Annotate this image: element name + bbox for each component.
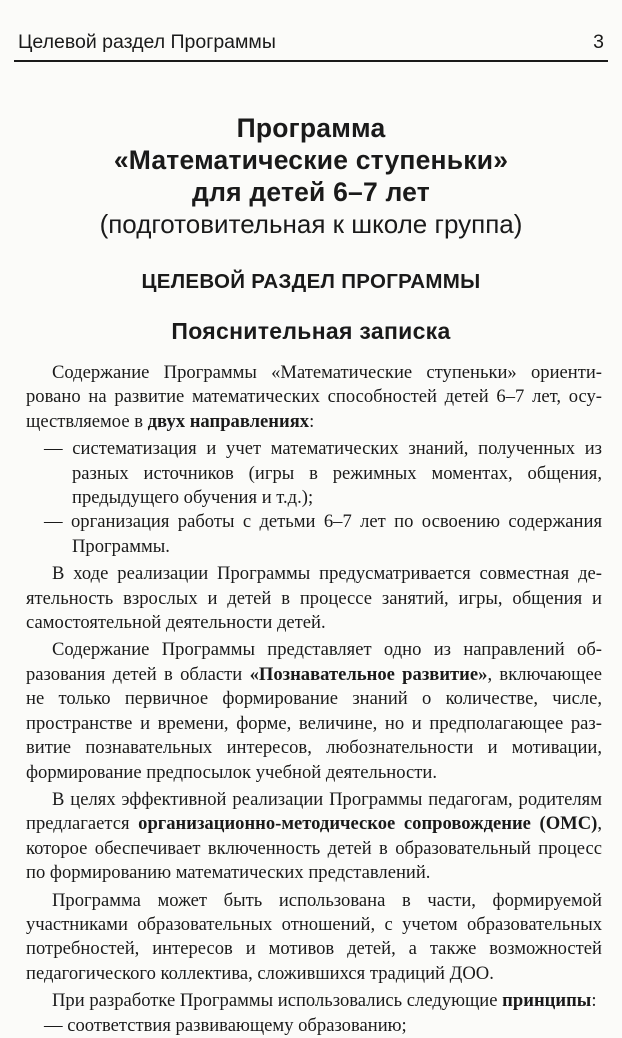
- running-header-title: Целевой раздел Программы: [18, 31, 276, 53]
- program-title-line-1: Программа: [236, 113, 386, 143]
- emphasis: «Познавательное развитие»: [249, 663, 488, 685]
- page-number: 3: [593, 31, 604, 53]
- section-heading: ЦЕЛЕВОЙ РАЗДЕЛ ПРОГРАММЫ: [141, 270, 481, 293]
- program-title-line-2: «Математические ступеньки»: [113, 145, 509, 175]
- program-title-line-3: для детей 6–7 лет: [192, 177, 430, 207]
- emphasis: двух направлениях: [147, 410, 310, 432]
- list-item: — систематизация и учет математических знаний, полученных из разных источников (игры в режимных моментах, общения, предыдущего обучения и т.д.);: [44, 438, 602, 509]
- running-header: [14, 26, 608, 62]
- paragraph-5: Программа может быть использована в части, формируемой участниками образовательных отношений, с учетом образовательных потребностей, интересов и мотивов детей, а также возможностей педагогического коллектива, сложившихся традиций ДОО.: [26, 889, 602, 984]
- program-title-block: [0, 112, 622, 240]
- emphasis: принципы: [502, 990, 592, 1012]
- paragraph-6: При разработке Программы использовались следующие принципы:: [52, 990, 597, 1012]
- body-text: [26, 361, 602, 1038]
- program-subtitle: (подготовительная к школе группа): [99, 209, 523, 239]
- paragraph-2: В ходе реализации Программы предусматривается совместная деятельность взрослых и детей в процессе занятий, игры, общения и самостоятельной деятельности детей.: [26, 563, 602, 634]
- list-item: — соответствия развивающему образованию;: [44, 1014, 407, 1036]
- paragraph-3: Содержание Программы представляет одно из направлений образования детей в области «Познавательное развитие», включающее не только первичное формирование знаний о количестве, числе, пространстве и времени, форме, величине, но и предполагающее развитие познавательных интересов, любознательности и мотивации, формирование предпосылок учебной деятельности.: [26, 639, 603, 783]
- subsection-heading: Пояснительная записка: [171, 318, 451, 344]
- emphasis: организационно-методическое сопровождение (ОМС): [138, 813, 598, 835]
- paragraph-4: В целях эффективной реализации Программы педагогам, родителям предлагается организационно-методическое сопровождение (ОМС), которое обеспечивает включенность детей в образовательный процесс по формированию математических представлений.: [26, 788, 603, 884]
- list-item: — организация работы с детьми 6–7 лет по освоению содержания Программы.: [44, 511, 602, 557]
- paragraph-1: Содержание Программы «Математические ступеньки» ориентировано на развитие математических способностей детей 6–7 лет, осуществляемое в двух направлениях:: [26, 362, 602, 432]
